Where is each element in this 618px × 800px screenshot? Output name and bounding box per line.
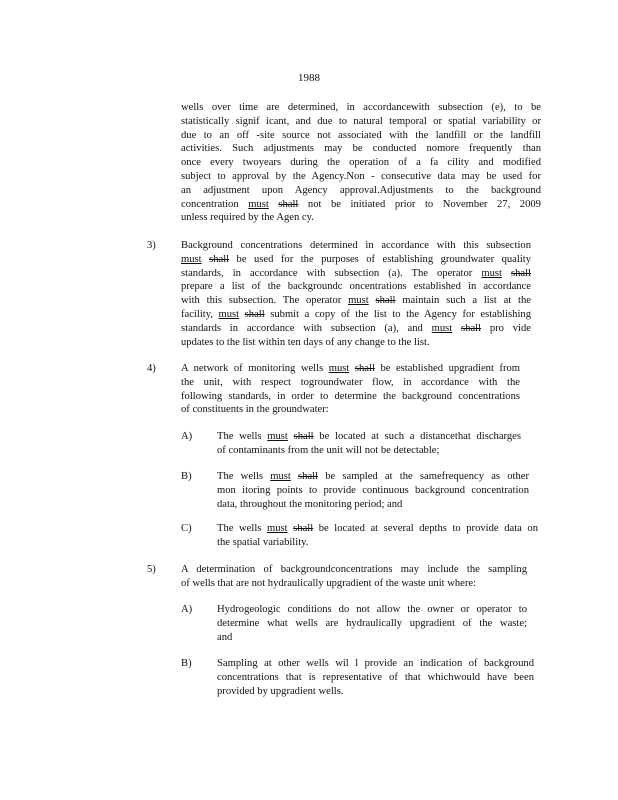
item-3-paragraph xyxy=(181,239,531,349)
item-4-paragraph xyxy=(181,362,520,417)
deleted-text: shall xyxy=(278,198,299,210)
inserted-text: must xyxy=(248,198,269,210)
inserted-text: must xyxy=(328,363,350,374)
inserted-text: must xyxy=(348,295,369,307)
inserted-text: must xyxy=(267,431,288,442)
text-line: concentrations that is representative of that whichwould have been xyxy=(217,671,534,683)
item-3-label: 3) xyxy=(147,240,156,251)
page-number: 1988 xyxy=(298,72,320,84)
text-line: and xyxy=(217,631,233,643)
inserted-text: must xyxy=(181,253,202,265)
text-line: concentration must shall not be initiated prior to November 27, 2009 xyxy=(181,198,541,210)
deleted-text: shall xyxy=(461,322,482,334)
text-line: prepare a list of the backgroundc oncentrations established in accordance xyxy=(181,281,531,293)
text-line: due to an off -site source not associated with the landfill or the landfill xyxy=(181,129,541,141)
text-line: wells over time are determined, in accordancewith subsection (e), to be xyxy=(181,102,541,113)
text-line: provided by upgradient wells. xyxy=(217,685,344,697)
text-line: mon itoring points to provide continuous background concentration xyxy=(217,484,529,496)
item-4c-paragraph xyxy=(217,522,538,550)
text-line: of contaminants from the unit will not be detectable; xyxy=(217,444,440,456)
item-5a-paragraph xyxy=(217,603,527,644)
text-line: standards in accordance with subsection (a), and must shall pro vide xyxy=(181,322,531,334)
item-4a-label: A) xyxy=(181,431,193,442)
text-line: with this subsection. The operator must shall maintain such a list at the xyxy=(181,295,531,307)
item-4-label: 4) xyxy=(147,363,156,374)
text-line: statistically signif icant, and due to natural temporal or spatial variability or xyxy=(181,115,541,127)
text-line: must shall be used for the purposes of establishing groundwater quality xyxy=(181,253,531,265)
text-line: The wells must shall be located at several depths to provide data on xyxy=(217,523,538,534)
text-line: A determination of backgroundconcentrations may include the sampling xyxy=(181,564,527,575)
text-line: the spatial variability. xyxy=(217,536,309,548)
inserted-text: must xyxy=(218,308,240,320)
text-line: A network of monitoring wells must shall be established upgradient from xyxy=(181,363,521,374)
text-line: Background concentrations determined in accordance with this subsection xyxy=(181,240,531,251)
text-line: determine what wells are hydraulically upgradient of the waste; xyxy=(217,617,527,629)
text-line: an adjustment upon Agency approval.Adjustments to the background xyxy=(181,184,541,196)
text-line: of constituents in the groundwater: xyxy=(181,404,329,416)
deleted-text: shall xyxy=(293,523,314,534)
deleted-text: shall xyxy=(354,363,375,374)
text-line: the unit, with respect togroundwater flow, in accordance with the xyxy=(181,376,520,388)
text-line: subject to approval by the Agency.Non - consecutive data may be used for xyxy=(181,170,541,182)
deleted-text: shall xyxy=(298,471,319,482)
text-line: following standards, in order to determine the background concentrations xyxy=(181,390,520,402)
text-line: unless required by the Agen cy. xyxy=(181,212,314,224)
deleted-text: shall xyxy=(510,267,531,279)
item-5b-paragraph xyxy=(217,657,534,698)
item-5-paragraph xyxy=(181,563,527,591)
text-line: activities. Such adjustments may be conducted nomore frequently than xyxy=(181,143,541,155)
deleted-text: shall xyxy=(375,295,396,307)
inserted-text: must xyxy=(481,267,502,279)
item-4b-label: B) xyxy=(181,471,192,482)
text-line: once every twoyears during the operation of a fa cility and modified xyxy=(181,157,541,169)
text-line: The wells must shall be sampled at the samefrequency as other xyxy=(217,471,529,482)
item-5-label: 5) xyxy=(147,564,156,575)
text-line: data, throughout the monitoring period; and xyxy=(217,498,403,510)
item-5a-label: A) xyxy=(181,604,193,615)
text-line: updates to the list within ten days of any change to the list. xyxy=(181,336,430,348)
inserted-text: must xyxy=(266,523,288,534)
intro-paragraph xyxy=(181,101,541,225)
inserted-text: must xyxy=(431,322,453,334)
text-line: Hydrogeologic conditions do not allow the owner or operator to xyxy=(217,604,527,615)
item-5b-label: B) xyxy=(181,658,192,669)
text-line: of wells that are not hydraulically upgradient of the waste unit where: xyxy=(181,577,477,589)
text-line: facility, must shall submit a copy of the list to the Agency for establishing xyxy=(181,308,531,320)
inserted-text: must xyxy=(270,471,291,482)
text-line: Sampling at other wells wil l provide an indication of background xyxy=(217,658,534,669)
item-4a-paragraph xyxy=(217,430,521,458)
text-line: standards, in accordance with subsection (a). The operator must shall xyxy=(181,267,531,279)
deleted-text: shall xyxy=(244,308,265,320)
deleted-text: shall xyxy=(209,253,230,265)
text-line: The wells must shall be located at such a distancethat discharges xyxy=(217,431,521,442)
item-4b-paragraph xyxy=(217,470,529,511)
item-4c-label: C) xyxy=(181,523,192,534)
deleted-text: shall xyxy=(293,431,314,442)
